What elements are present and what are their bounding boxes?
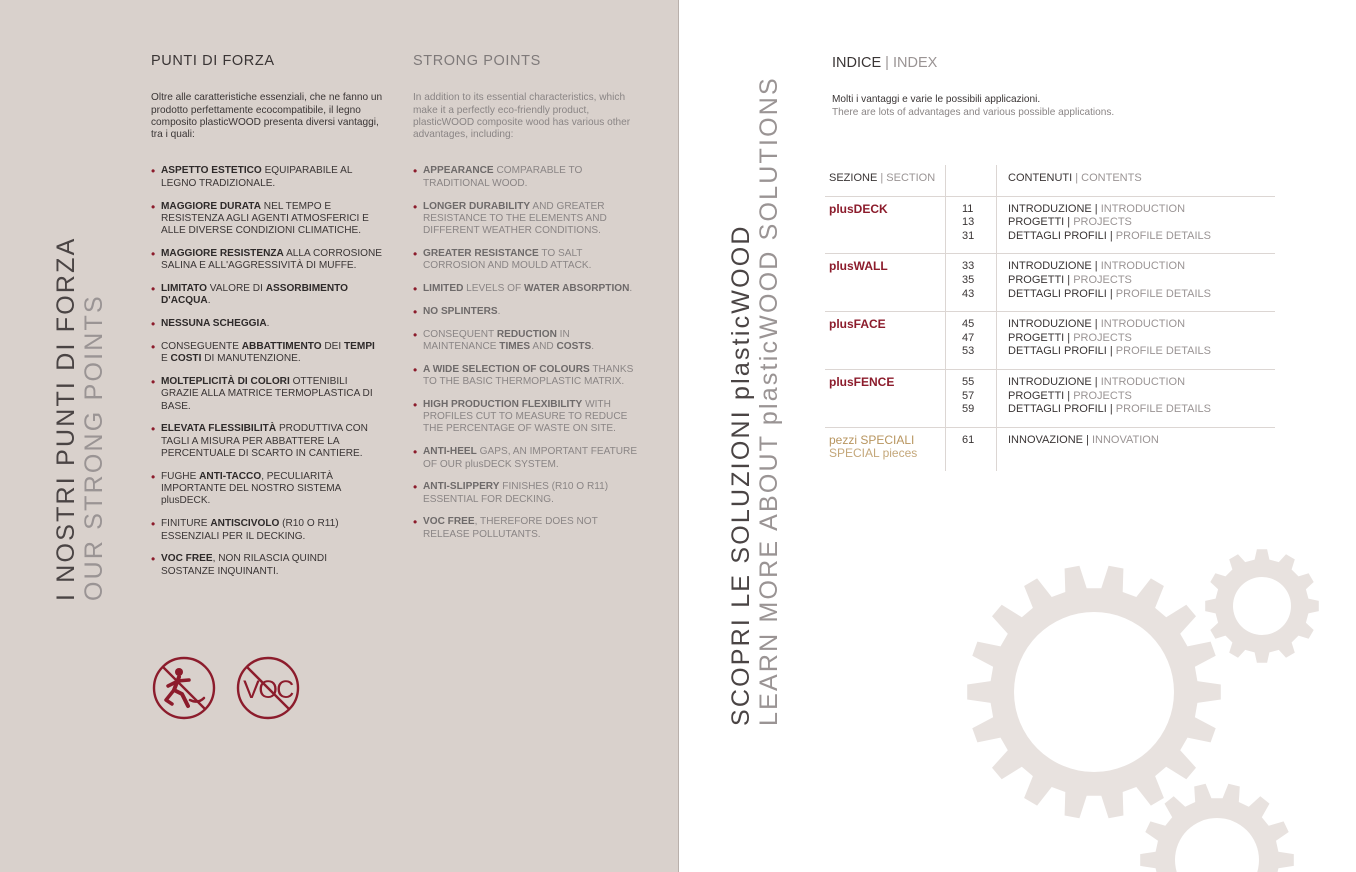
contents-cell [997, 254, 1276, 312]
contents-entry[interactable]: PROGETTI | PROJECTS [1008, 273, 1132, 286]
strong-point-item: • FINITURE ANTISCIVOLO (R10 O R11) ESSENZIALI PER IL DECKING. [151, 518, 383, 543]
section-name: plusWALL [829, 259, 888, 274]
heading-english: STRONG POINTS [413, 53, 541, 69]
page-numbers-cell [946, 369, 997, 427]
index-subtitle-en: There are lots of advantages and various possible applications. [832, 106, 1115, 118]
section-name-en: SPECIAL pieces [829, 446, 918, 461]
strong-point-item: • CONSEQUENT REDUCTION IN MAINTENANCE TIMES AND COSTS. [413, 329, 645, 354]
contents-entry[interactable]: INTRODUZIONE | INTRODUCTION [1008, 260, 1186, 273]
contents-entry[interactable]: PROGETTI | PROJECTS [1008, 389, 1132, 402]
section-name: plusFACE [829, 317, 886, 332]
vertical-title-line2: LEARN MORE ABOUT plasticWOOD SOLUTIONS [755, 76, 783, 726]
page-number[interactable]: 11 [962, 202, 974, 215]
strong-point-item: • ASPETTO ESTETICO EQUIPARABILE AL LEGNO TRADIZIONALE. [151, 165, 383, 190]
page-number[interactable]: 47 [962, 331, 975, 344]
page-number[interactable]: 31 [962, 229, 975, 242]
index-table-header [825, 165, 1275, 196]
vertical-title-strong-points [52, 237, 108, 602]
strong-point-item: • A WIDE SELECTION OF COLOURS THANKS TO THE BASIC THERMOPLASTIC MATRIX. [413, 364, 645, 389]
page-number[interactable]: 13 [962, 216, 975, 229]
contents-cell [997, 312, 1276, 370]
section-cell [825, 196, 946, 254]
vertical-title-line1: I NOSTRI PUNTI DI FORZA [52, 236, 80, 601]
small-gear-icon [1205, 549, 1319, 663]
contents-entry[interactable]: DETTAGLI PROFILI | PROFILE DETAILS [1008, 287, 1211, 300]
strong-point-item: • MOLTEPLICITÀ DI COLORI OTTENIBILI GRAZIE ALLA MATRICE TERMOPLASTICA DI BASE. [151, 376, 383, 413]
index-title [832, 55, 937, 71]
strong-point-item: • LONGER DURABILITY AND GREATER RESISTANCE TO THE ELEMENTS AND DIFFERENT WEATHER CONDITIONS. [413, 201, 645, 238]
page-number[interactable]: 35 [962, 273, 975, 286]
contents-entry[interactable]: INTRODUZIONE | INTRODUCTION [1008, 375, 1186, 388]
table-row[interactable] [825, 254, 1275, 312]
contents-cell [997, 196, 1276, 254]
strong-point-item: • CONSEGUENTE ABBATTIMENTO DEI TEMPI E COSTI DI MANUTENZIONE. [151, 341, 383, 366]
strong-point-item: • MAGGIORE DURATA NEL TEMPO E RESISTENZA AGLI AGENTI ATMOSFERICI E ALLE DIVERSE CONDIZIONI CLIMATICHE. [151, 201, 383, 238]
contents-entry[interactable]: PROGETTI | PROJECTS [1008, 331, 1132, 344]
large-gear-icon [967, 565, 1221, 819]
right-page [679, 0, 1356, 872]
column-english [413, 55, 645, 552]
page-numbers-cell [946, 196, 997, 254]
contents-entry[interactable]: DETTAGLI PROFILI | PROFILE DETAILS [1008, 345, 1211, 358]
page-number[interactable]: 33 [962, 260, 975, 273]
table-row[interactable] [825, 196, 1275, 254]
index-title-sep: | [881, 55, 893, 71]
page-number[interactable]: 53 [962, 345, 975, 358]
index-table-body [825, 165, 1275, 471]
heading-italian: PUNTI DI FORZA [151, 53, 275, 69]
strong-point-item: • ANTI-HEEL GAPS, AN IMPORTANT FEATURE OF OUR plusDECK SYSTEM. [413, 446, 645, 471]
strong-point-item: • FUGHE ANTI-TACCO, PECULIARITÀ IMPORTANTE DEL NOSTRO SISTEMA plusDECK. [151, 471, 383, 508]
table-row[interactable] [825, 312, 1275, 370]
voc-free-icon [236, 656, 300, 720]
contents-cell [997, 427, 1276, 471]
section-cell [825, 312, 946, 370]
section-column-header: SEZIONE | SECTION [825, 165, 946, 196]
table-row[interactable] [825, 369, 1275, 427]
section-cell [825, 369, 946, 427]
no-slip-icon [152, 656, 216, 720]
page-number[interactable]: 59 [962, 403, 975, 416]
page-numbers-cell [946, 427, 997, 471]
strong-point-item: • APPEARANCE COMPARABLE TO TRADITIONAL WOOD. [413, 165, 645, 190]
page-numbers-cell [946, 254, 997, 312]
index-title-en: INDEX [892, 55, 938, 71]
strong-point-item: • HIGH PRODUCTION FLEXIBILITY WITH PROFILES CUT TO MEASURE TO REDUCE THE PERCENTAGE OF WASTE ON SITE. [413, 399, 645, 436]
intro-italian: Oltre alle caratteristiche essenziali, che ne fanno un prodotto perfettamente ecocompatibile, il legno composito plasticWOOD presenta diversi vantaggi, tra i quali: [151, 92, 383, 141]
section-name: plusFENCE [829, 374, 895, 389]
section-cell [825, 427, 946, 471]
intro-english: In addition to its essential characteristics, which make it a perfectly eco-friendly product, plasticWOOD composite wood has various other advantages, including: [413, 92, 631, 141]
contents-column-header: CONTENUTI | CONTENTS [997, 165, 1276, 196]
vertical-title-solutions [727, 76, 783, 726]
contents-entry[interactable]: INTRODUZIONE | INTRODUCTION [1008, 202, 1186, 215]
contents-entry[interactable]: DETTAGLI PROFILI | PROFILE DETAILS [1008, 403, 1211, 416]
index-title-it: INDICE [832, 55, 882, 71]
contents-cell [997, 369, 1276, 427]
voc-free-text: VOC [243, 676, 293, 704]
vertical-title-line1: SCOPRI LE SOLUZIONI plasticWOOD [727, 224, 755, 726]
vertical-title-line2: OUR STRONG POINTS [80, 294, 108, 601]
index-subtitle [832, 94, 1114, 119]
strong-point-item: • MAGGIORE RESISTENZA ALLA CORROSIONE SALINA E ALL'AGGRESSIVITÀ DI MUFFE. [151, 248, 383, 273]
page-column-header [946, 165, 997, 196]
section-name: plusDECK [829, 201, 888, 216]
page-number[interactable]: 55 [962, 375, 975, 388]
column-italian [151, 55, 383, 588]
page-number[interactable]: 45 [962, 318, 975, 331]
page-number[interactable]: 61 [962, 433, 975, 446]
points-list-italian [151, 165, 383, 577]
page-number[interactable]: 43 [962, 287, 975, 300]
page-numbers-cell [946, 312, 997, 370]
contents-entry[interactable]: DETTAGLI PROFILI | PROFILE DETAILS [1008, 229, 1211, 242]
section-cell [825, 254, 946, 312]
bottom-gear-icon [1140, 783, 1294, 872]
contents-entry[interactable]: PROGETTI | PROJECTS [1008, 216, 1132, 229]
strong-point-item: • LIMITATO VALORE DI ASSORBIMENTO D'ACQUA. [151, 283, 383, 308]
section-name: pezzi SPECIALI [829, 432, 915, 447]
strong-point-item: • GREATER RESISTANCE TO SALT CORROSION AND MOULD ATTACK. [413, 248, 645, 273]
strong-point-item: • NESSUNA SCHEGGIA. [151, 318, 383, 330]
table-row[interactable] [825, 427, 1275, 471]
points-list-english [413, 165, 645, 541]
index-subtitle-it: Molti i vantaggi e varie le possibili applicazioni. [832, 94, 1041, 105]
contents-entry[interactable]: INNOVAZIONE | INNOVATION [1008, 433, 1159, 446]
strong-point-item: • ELEVATA FLESSIBILITÀ PRODUTTIVA CON TAGLI A MISURA PER ABBATTERE LA PERCENTUALE DI SCARTO IN CANTIERE. [151, 423, 383, 460]
contents-entry[interactable]: INTRODUZIONE | INTRODUCTION [1008, 318, 1186, 331]
index-table [825, 165, 1275, 471]
strong-point-item: • NO SPLINTERS. [413, 306, 645, 318]
strong-point-item: • LIMITED LEVELS OF WATER ABSORPTION. [413, 283, 645, 295]
strong-point-item: • VOC FREE, THEREFORE DOES NOT RELEASE POLLUTANTS. [413, 516, 645, 541]
strong-point-item: • ANTI-SLIPPERY FINISHES (R10 O R11) ESSENTIAL FOR DECKING. [413, 481, 645, 506]
strong-point-item: • VOC FREE, NON RILASCIA QUINDI SOSTANZE INQUINANTI. [151, 553, 383, 578]
page-number[interactable]: 57 [962, 389, 975, 402]
